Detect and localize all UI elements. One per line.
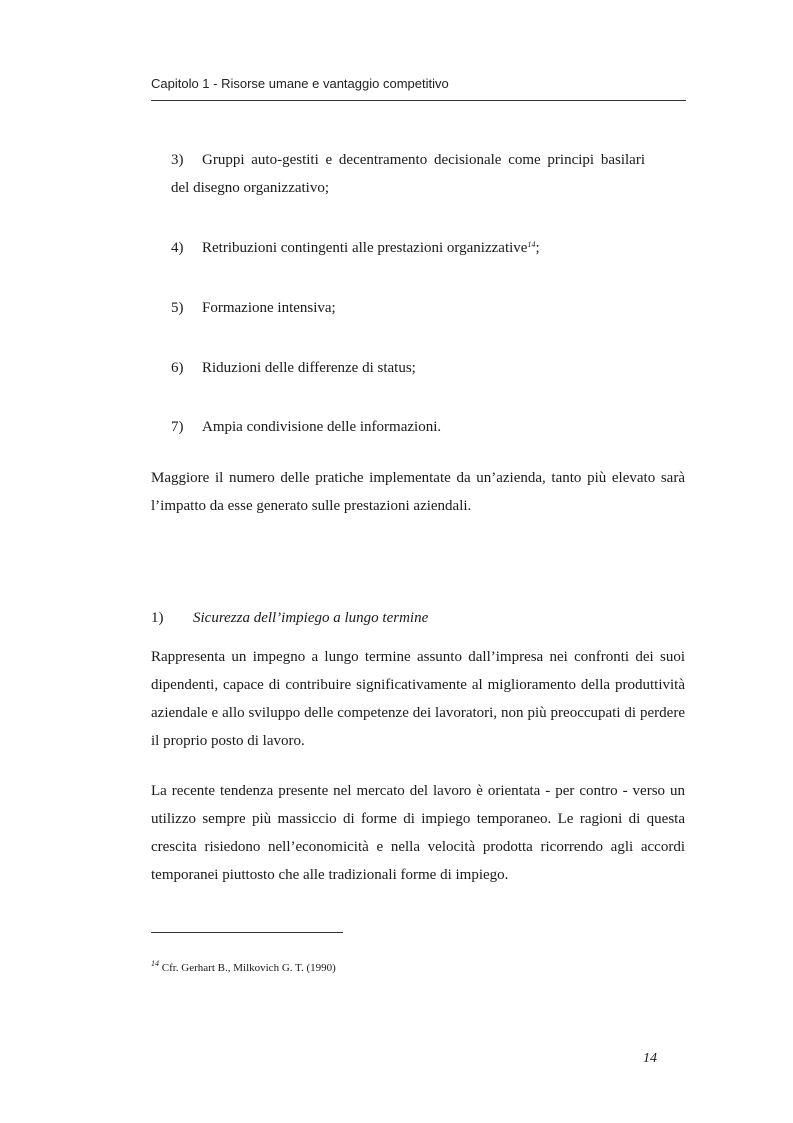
list-item-number: 3): [171, 152, 184, 168]
list-item-number: 7): [171, 419, 184, 435]
footnote-reference[interactable]: 14: [527, 240, 536, 249]
footnote: [151, 959, 336, 974]
list-item-number: 5): [171, 300, 184, 316]
list-item-text: Riduzioni delle differenze di status;: [202, 360, 416, 376]
body-paragraph: Rappresenta un impegno a lungo termine assunto dall’impresa nei confronti dei suoi dipendenti, capace di contribuire significativamente al miglioramento della produttività aziendale e allo sviluppo delle competenze dei lavoratori, non più preoccupati di perdere il proprio posto di lavoro.: [151, 649, 685, 749]
list-item-text: Ampia condivisione delle informazioni.: [202, 419, 442, 435]
footnote-number: 14: [151, 959, 159, 968]
list-item-text: Retribuzioni contingenti alle prestazioni organizzative: [202, 240, 528, 256]
list-item: [171, 354, 645, 382]
list-item-text: Formazione intensiva;: [202, 300, 336, 316]
list-item-number: 6): [171, 360, 184, 376]
section-heading: [151, 606, 428, 630]
section-number: 1): [151, 610, 164, 626]
list-item-suffix: ;: [535, 240, 540, 256]
body-paragraph: La recente tendenza presente nel mercato del lavoro è orientata - per contro - verso un utilizzo sempre più massiccio di forme di impiego temporaneo. Le ragioni di questa crescita risiedono nell’economicità e nella velocità prodotta ricorrendo agli accordi temporanei piuttosto che alle tradizionali forme di impiego.: [151, 783, 685, 883]
section-title: Sicurezza dell’impiego a lungo termine: [193, 610, 429, 626]
list-item: [171, 413, 645, 441]
footnote-text: Cfr. Gerhart B., Milkovich G. T. (1990): [161, 962, 336, 974]
list-item-number: 4): [171, 240, 184, 256]
page-number: 14: [643, 1051, 657, 1066]
list-item: [171, 294, 645, 322]
list-item-text: Gruppi auto-gestiti e decentramento decisionale come principi basilari del disegno organizzativo;: [171, 152, 645, 196]
header-divider: [151, 100, 686, 101]
body-paragraph: Maggiore il numero delle pratiche implementate da un’azienda, tanto più elevato sarà l’impatto da esse generato sulle prestazioni aziendali.: [151, 470, 685, 514]
footnote-divider: [151, 932, 343, 933]
list-item: [171, 234, 645, 262]
running-header: Capitolo 1 - Risorse umane e vantaggio competitivo: [151, 76, 449, 91]
list-item: [171, 146, 645, 202]
